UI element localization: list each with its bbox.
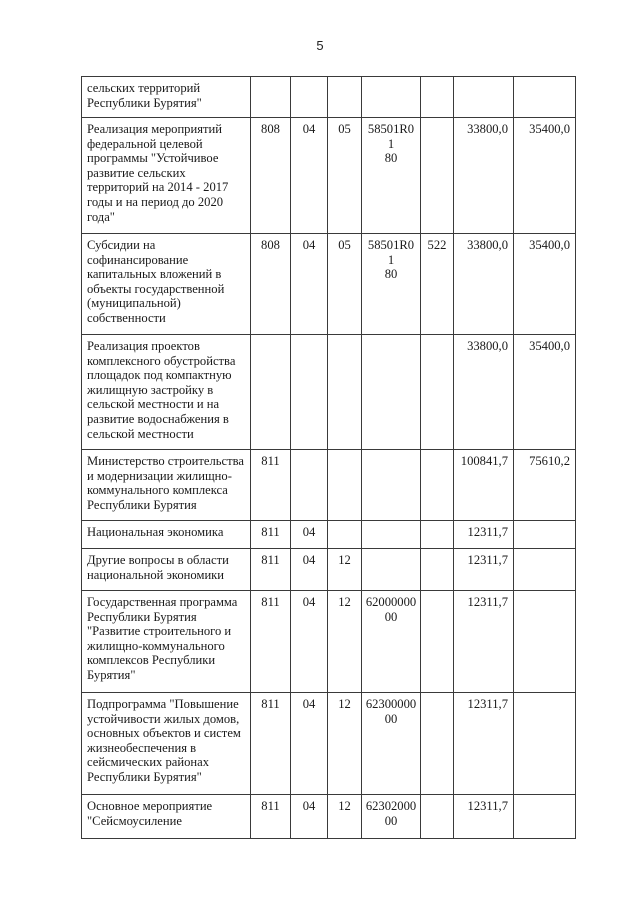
row-sum-year1: 12311,7 <box>454 795 514 839</box>
row-expense-type-code <box>421 450 454 521</box>
row-target-code <box>362 77 421 118</box>
row-section-code <box>291 335 328 450</box>
row-sum-year2: 35400,0 <box>514 118 576 234</box>
row-name: Другие вопросы в области национальной экономики <box>82 549 251 591</box>
row-sum-year1: 12311,7 <box>454 693 514 795</box>
row-section-code: 04 <box>291 521 328 549</box>
row-name: Субсидии на софинансирование капитальных вложений в объекты государственной (муниципальной) собственности <box>82 234 251 335</box>
row-gr-code: 811 <box>251 450 291 521</box>
row-expense-type-code <box>421 795 454 839</box>
row-section-code: 04 <box>291 118 328 234</box>
table-row <box>82 234 576 335</box>
table-row <box>82 693 576 795</box>
row-target-code: 62302000 00 <box>362 795 421 839</box>
row-sum-year1: 12311,7 <box>454 549 514 591</box>
row-name: Основное мероприятие "Сейсмоусиление <box>82 795 251 839</box>
row-name: Министерство строительства и модернизации жилищно- коммунального комплекса Республики Бурятия <box>82 450 251 521</box>
row-section-code: 04 <box>291 591 328 693</box>
table-row <box>82 450 576 521</box>
row-sum-year2 <box>514 77 576 118</box>
row-expense-type-code <box>421 521 454 549</box>
row-target-code <box>362 335 421 450</box>
row-gr-code <box>251 77 291 118</box>
table-row <box>82 335 576 450</box>
row-subsection-code: 12 <box>328 591 362 693</box>
row-sum-year1: 33800,0 <box>454 118 514 234</box>
row-sum-year1 <box>454 77 514 118</box>
row-gr-code: 811 <box>251 521 291 549</box>
row-gr-code: 808 <box>251 118 291 234</box>
row-target-code <box>362 521 421 549</box>
row-section-code <box>291 450 328 521</box>
row-gr-code: 811 <box>251 795 291 839</box>
row-sum-year2: 35400,0 <box>514 335 576 450</box>
row-sum-year2 <box>514 693 576 795</box>
row-expense-type-code <box>421 591 454 693</box>
row-target-code: 62300000 00 <box>362 693 421 795</box>
row-gr-code: 811 <box>251 549 291 591</box>
row-subsection-code <box>328 521 362 549</box>
row-subsection-code: 05 <box>328 118 362 234</box>
row-name: Реализация проектов комплексного обустройства площадок под компактную жилищную застройку в сельской местности и на развитие водоснабжения в сельской местности <box>82 335 251 450</box>
row-expense-type-code <box>421 118 454 234</box>
row-name: сельских территорий Республики Бурятия" <box>82 77 251 118</box>
row-sum-year1: 100841,7 <box>454 450 514 521</box>
table-row <box>82 77 576 118</box>
row-target-code: 58501R01 80 <box>362 118 421 234</box>
row-sum-year1: 33800,0 <box>454 234 514 335</box>
row-sum-year1: 33800,0 <box>454 335 514 450</box>
row-sum-year2 <box>514 521 576 549</box>
row-gr-code: 808 <box>251 234 291 335</box>
table-row <box>82 521 576 549</box>
row-expense-type-code <box>421 77 454 118</box>
table-row <box>82 795 576 839</box>
row-section-code: 04 <box>291 795 328 839</box>
row-expense-type-code <box>421 693 454 795</box>
table-row <box>82 549 576 591</box>
row-sum-year2 <box>514 591 576 693</box>
row-expense-type-code: 522 <box>421 234 454 335</box>
row-gr-code <box>251 335 291 450</box>
row-sum-year2 <box>514 549 576 591</box>
row-subsection-code: 12 <box>328 795 362 839</box>
row-gr-code: 811 <box>251 693 291 795</box>
row-name: Реализация мероприятий федеральной целевой программы "Устойчивое развитие сельских территорий на 2014 - 2017 годы и на период до 2020 года" <box>82 118 251 234</box>
row-sum-year2 <box>514 795 576 839</box>
row-section-code: 04 <box>291 549 328 591</box>
row-name: Подпрограмма "Повышение устойчивости жилых домов, основных объектов и систем жизнеобеспечения в сейсмических районах Республики Бурятия" <box>82 693 251 795</box>
row-sum-year2: 35400,0 <box>514 234 576 335</box>
row-section-code: 04 <box>291 693 328 795</box>
row-subsection-code: 12 <box>328 549 362 591</box>
row-target-code <box>362 549 421 591</box>
row-subsection-code <box>328 450 362 521</box>
row-target-code <box>362 450 421 521</box>
row-sum-year2: 75610,2 <box>514 450 576 521</box>
budget-table <box>81 76 576 839</box>
row-target-code: 62000000 00 <box>362 591 421 693</box>
row-sum-year1: 12311,7 <box>454 521 514 549</box>
row-target-code: 58501R01 80 <box>362 234 421 335</box>
row-subsection-code <box>328 335 362 450</box>
row-name: Государственная программа Республики Бурятия "Развитие строительного и жилищно-коммунального комплексов Республики Бурятия" <box>82 591 251 693</box>
row-section-code: 04 <box>291 234 328 335</box>
row-subsection-code: 05 <box>328 234 362 335</box>
table-row <box>82 118 576 234</box>
row-section-code <box>291 77 328 118</box>
row-expense-type-code <box>421 549 454 591</box>
row-name: Национальная экономика <box>82 521 251 549</box>
page-number: 5 <box>316 38 324 53</box>
row-gr-code: 811 <box>251 591 291 693</box>
row-expense-type-code <box>421 335 454 450</box>
row-sum-year1: 12311,7 <box>454 591 514 693</box>
row-subsection-code <box>328 77 362 118</box>
table-row <box>82 591 576 693</box>
row-subsection-code: 12 <box>328 693 362 795</box>
